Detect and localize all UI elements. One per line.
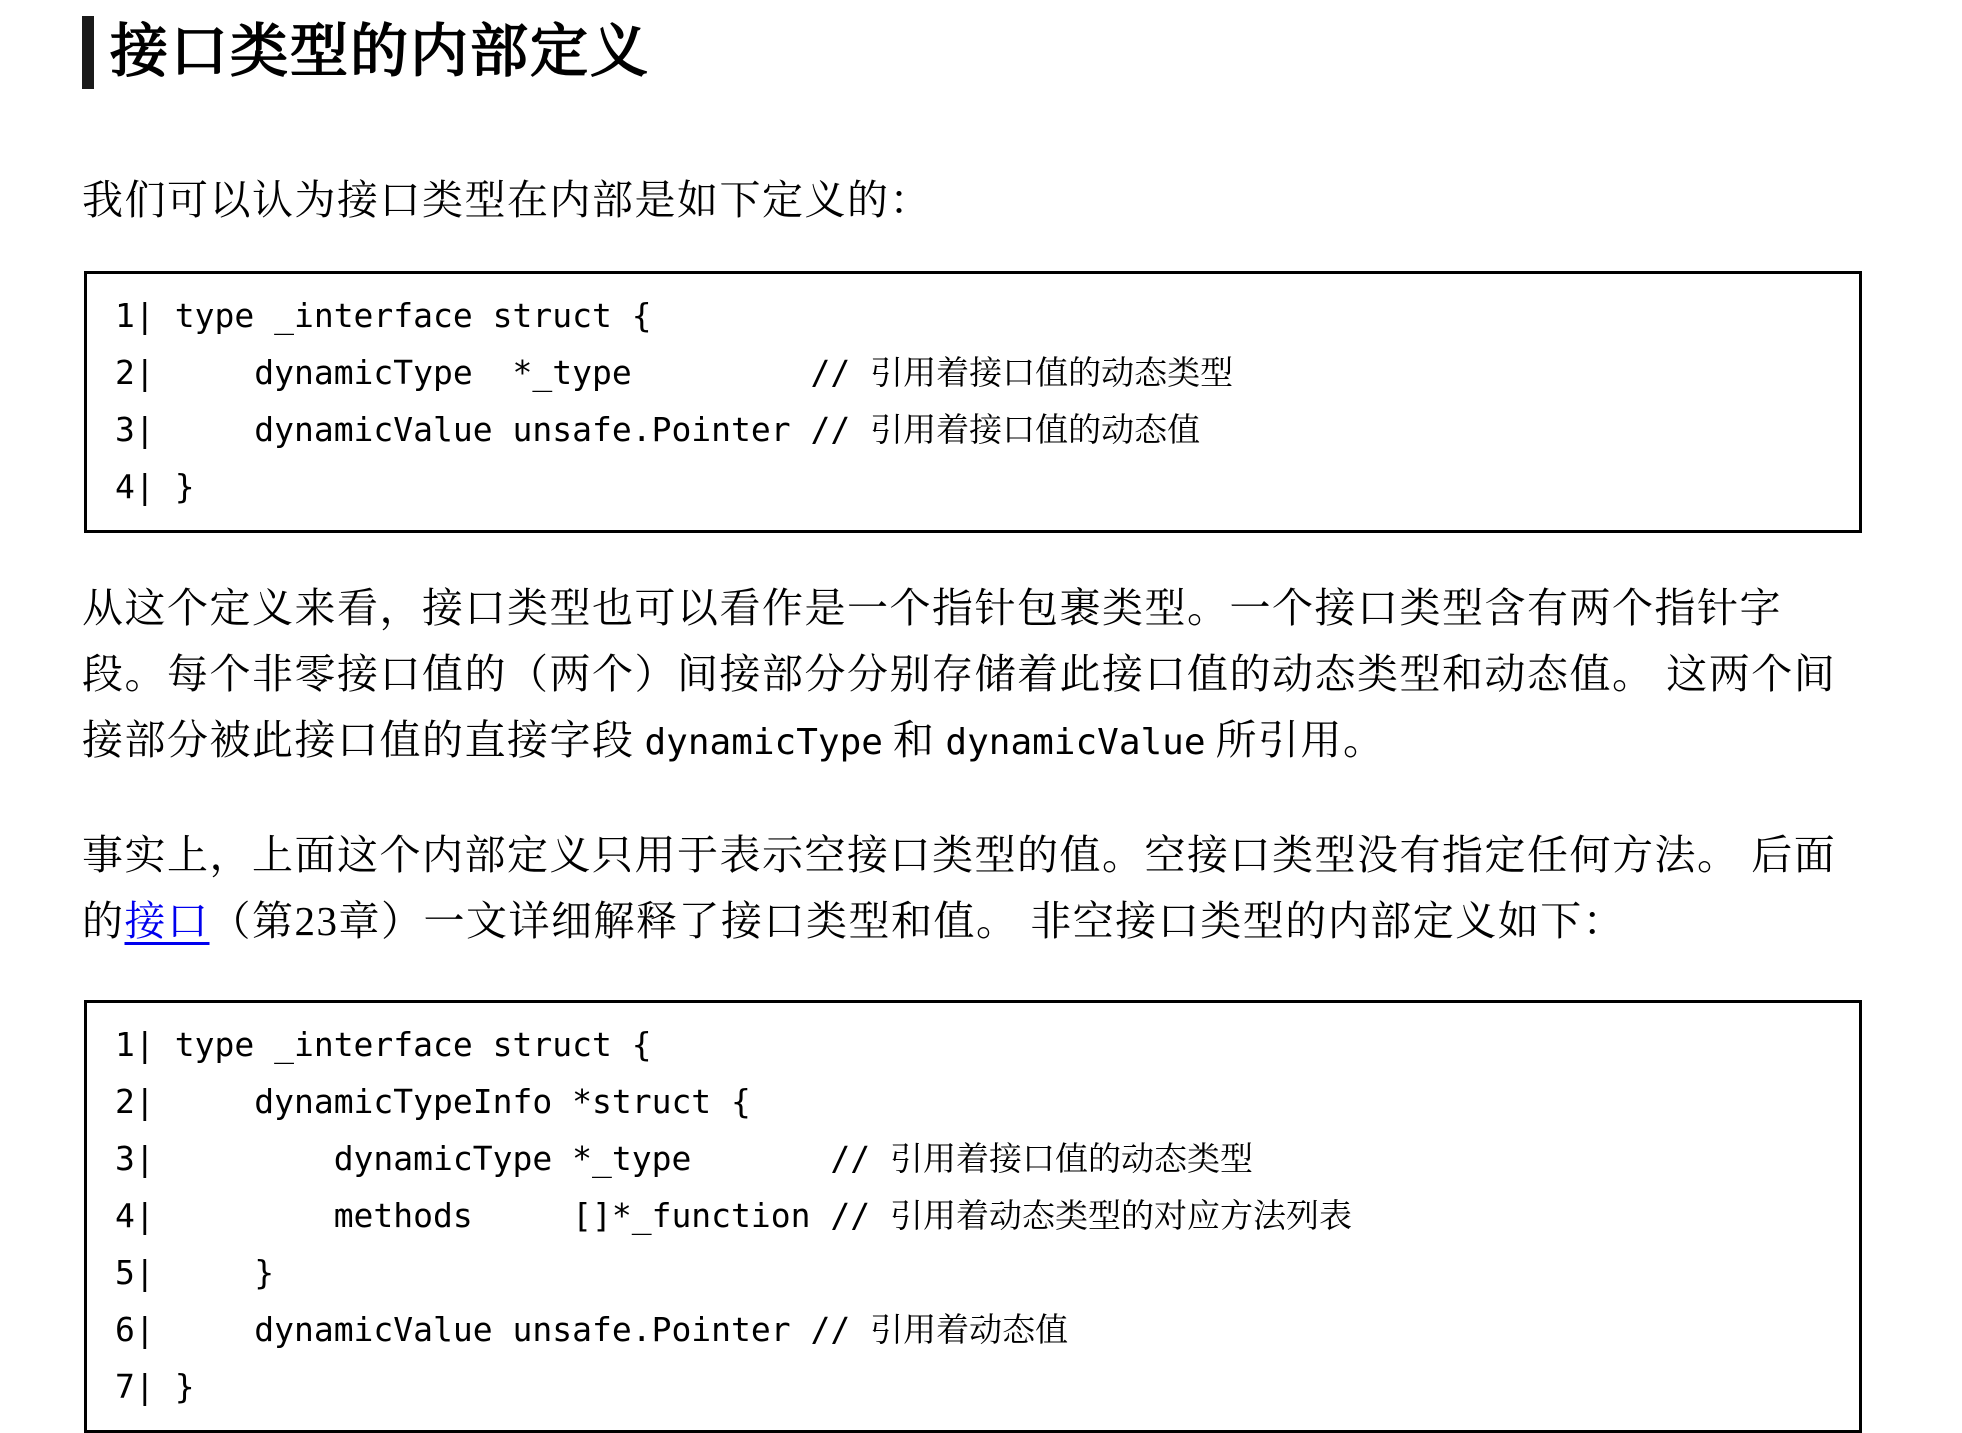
page-title: 接口类型的内部定义 — [82, 16, 1862, 89]
paragraph-pointer-wrapper — [82, 575, 1862, 776]
intro-text: 我们可以认为接口类型在内部是如下定义的： — [82, 176, 932, 223]
paragraph-text: 事实上，上面这个内部定义只用于表示空接口类型的值。空接口类型没有指定任何方法。 后面的 — [82, 831, 1837, 944]
code-line — [115, 458, 1841, 515]
code-block-nonempty-interface — [84, 1000, 1862, 1433]
code-text: } — [174, 466, 195, 506]
paragraph-text: 从这个定义来看，接口类型也可以看作是一个指针包裹类型。一个接口类型含有两个指针字段。每个非零接口值的（两个）间接部分分别存储着此接口值的动态类型和动态值。 这两个间接部分被此接口值的直接字段 — [82, 584, 1837, 763]
code-line — [115, 1301, 1841, 1358]
code-text: type _interface struct { — [174, 295, 652, 335]
line-number: 5| — [115, 1252, 155, 1292]
code-block-empty-interface — [84, 271, 1862, 533]
line-number: 2| — [115, 352, 155, 392]
line-number: 3| — [115, 409, 155, 449]
line-number: 1| — [115, 1024, 155, 1064]
line-number: 3| — [115, 1138, 155, 1178]
inline-code-dynamicvalue: dynamicValue — [945, 721, 1206, 763]
code-text: } — [174, 1366, 195, 1406]
interface-chapter-link[interactable]: 接口 — [124, 897, 210, 944]
paragraph-empty-interface-note — [82, 822, 1862, 954]
intro-paragraph — [82, 167, 1862, 233]
paragraph-text: 所引用。 — [1215, 716, 1386, 763]
inline-code-dynamictype: dynamicType — [644, 721, 883, 763]
code-line — [115, 1358, 1841, 1415]
code-text: dynamicTypeInfo *struct { — [174, 1081, 751, 1121]
code-line — [115, 1187, 1841, 1244]
code-line — [115, 287, 1841, 344]
code-text: methods []*_function // 引用着动态类型的对应方法列表 — [174, 1195, 1352, 1235]
code-line — [115, 1244, 1841, 1301]
code-line — [115, 1016, 1841, 1073]
code-text: dynamicValue unsafe.Pointer // 引用着动态值 — [174, 1309, 1069, 1349]
line-number: 4| — [115, 1195, 155, 1235]
code-text: dynamicValue unsafe.Pointer // 引用着接口值的动态值 — [174, 409, 1201, 449]
line-number: 2| — [115, 1081, 155, 1121]
line-number: 1| — [115, 295, 155, 335]
paragraph-text: 和 — [892, 716, 936, 763]
code-line — [115, 344, 1841, 401]
paragraph-text: （第23章）一文详细解释了接口类型和值。 非空接口类型的内部定义如下： — [209, 897, 1626, 944]
line-number: 6| — [115, 1309, 155, 1349]
line-number: 7| — [115, 1366, 155, 1406]
code-text: dynamicType *_type // 引用着接口值的动态类型 — [174, 352, 1234, 392]
code-text: type _interface struct { — [174, 1024, 652, 1064]
code-text: } — [174, 1252, 275, 1292]
line-number: 4| — [115, 466, 155, 506]
code-line — [115, 401, 1841, 458]
code-line — [115, 1073, 1841, 1130]
code-line — [115, 1130, 1841, 1187]
code-text: dynamicType *_type // 引用着接口值的动态类型 — [174, 1138, 1253, 1178]
